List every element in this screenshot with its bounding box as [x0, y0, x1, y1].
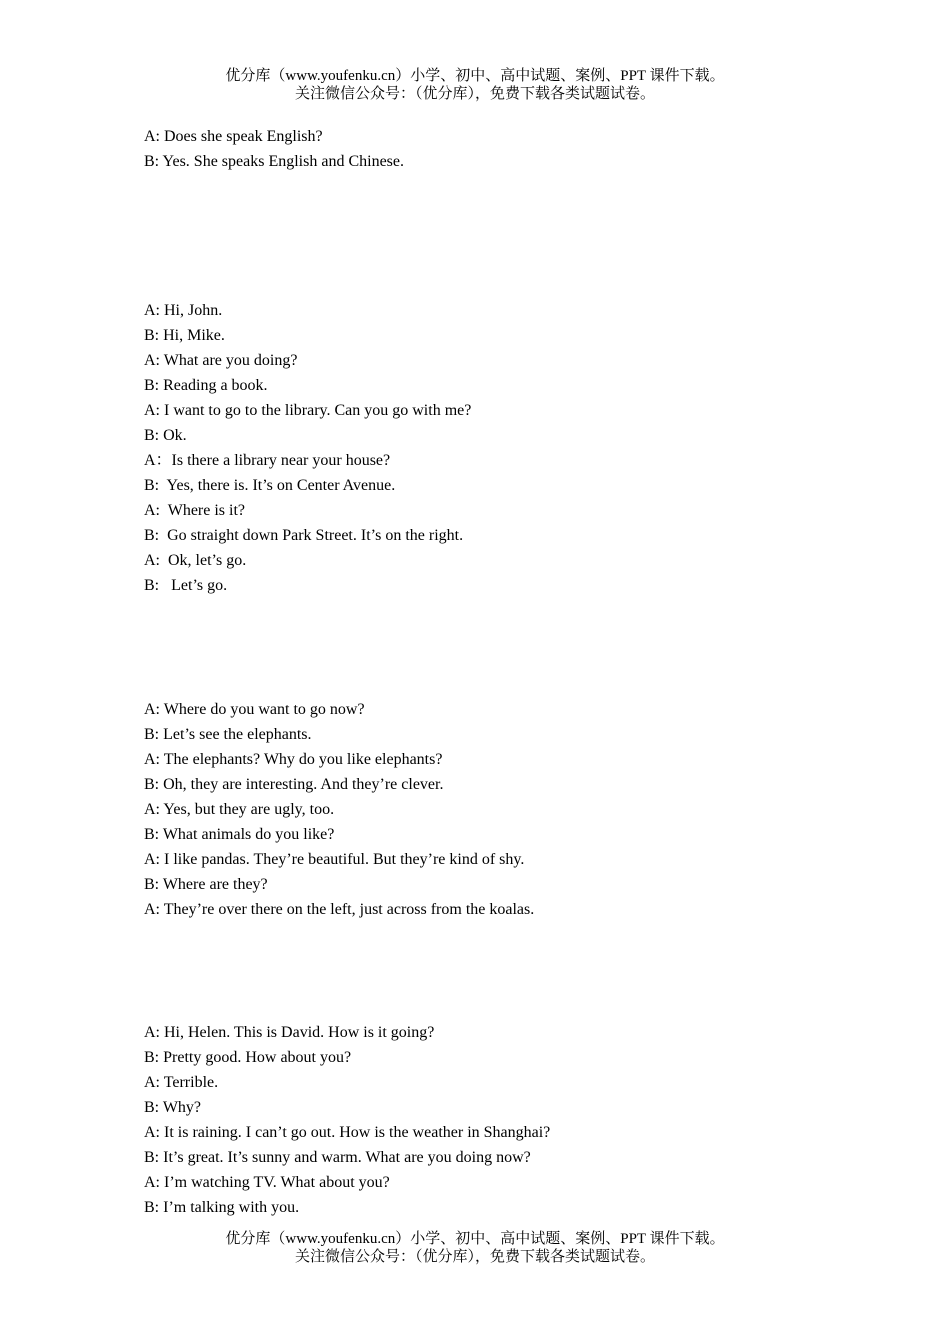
dialogue-line: A: It is raining. I can’t go out. How is the weather in Shanghai?	[144, 1124, 551, 1141]
dialogue-line: B: Oh, they are interesting. And they’re clever.	[144, 776, 444, 793]
dialogue-line: B: Where are they?	[144, 876, 268, 893]
dialogue-line: B: Let’s see the elephants.	[144, 726, 312, 743]
dialogue-line: A: Yes, but they are ugly, too.	[144, 801, 335, 818]
dialogue-line: A: They’re over there on the left, just across from the koalas.	[144, 901, 535, 918]
dialogue-line: A: I’m watching TV. What about you?	[144, 1174, 390, 1191]
dialogue-line: A: What are you doing?	[144, 352, 298, 369]
dialogue-line: B: I’m talking with you.	[144, 1199, 300, 1216]
dialogue-line: B: It’s great. It’s sunny and warm. What are you doing now?	[144, 1149, 531, 1166]
header-line-1: 优分库（www.youfenku.cn）小学、初中、高中试题、案例、PPT 课件下载。	[225, 68, 725, 84]
dialogue-line: A: Where is it?	[144, 502, 246, 519]
dialogue-line: A: Terrible.	[144, 1074, 219, 1091]
dialogue-line: B: Go straight down Park Street. It’s on the right.	[144, 527, 464, 544]
dialogue-line: B: Hi, Mike.	[144, 327, 225, 344]
dialogue-1	[144, 124, 844, 174]
dialogue-line: A: Hi, John.	[144, 302, 223, 319]
dialogue-2	[144, 298, 844, 598]
dialogue-3	[144, 697, 844, 922]
dialogue-line: A: I want to go to the library. Can you go with me?	[144, 402, 472, 419]
dialogue-line: B: What animals do you like?	[144, 826, 335, 843]
dialogue-line: B: Reading a book.	[144, 377, 268, 394]
header-line-2: 关注微信公众号：（优分库），免费下载各类试题试卷。	[294, 86, 655, 102]
dialogue-line: A: Ok, let’s go.	[144, 552, 247, 569]
page-footer	[0, 1230, 950, 1266]
dialogue-line: A: Hi, Helen. This is David. How is it going?	[144, 1024, 435, 1041]
dialogue-line: B: Yes. She speaks English and Chinese.	[144, 153, 404, 170]
footer-line-2: 关注微信公众号：（优分库），免费下载各类试题试卷。	[294, 1249, 655, 1265]
dialogue-line: A: Does she speak English?	[144, 128, 323, 145]
dialogue-4	[144, 1020, 844, 1220]
dialogue-line: B: Ok.	[144, 427, 187, 444]
dialogue-line: B: Why?	[144, 1099, 202, 1116]
dialogue-line: A：Is there a library near your house?	[144, 452, 391, 469]
page-header	[0, 67, 950, 103]
dialogue-line: B: Pretty good. How about you?	[144, 1049, 352, 1066]
dialogue-line: A: Where do you want to go now?	[144, 701, 365, 718]
dialogue-line: A: The elephants? Why do you like elephants?	[144, 751, 443, 768]
footer-line-1: 优分库（www.youfenku.cn）小学、初中、高中试题、案例、PPT 课件下载。	[225, 1231, 725, 1247]
dialogue-line: B: Let’s go.	[144, 577, 228, 594]
dialogue-line: A: I like pandas. They’re beautiful. But they’re kind of shy.	[144, 851, 525, 868]
dialogue-line: B: Yes, there is. It’s on Center Avenue.	[144, 477, 396, 494]
